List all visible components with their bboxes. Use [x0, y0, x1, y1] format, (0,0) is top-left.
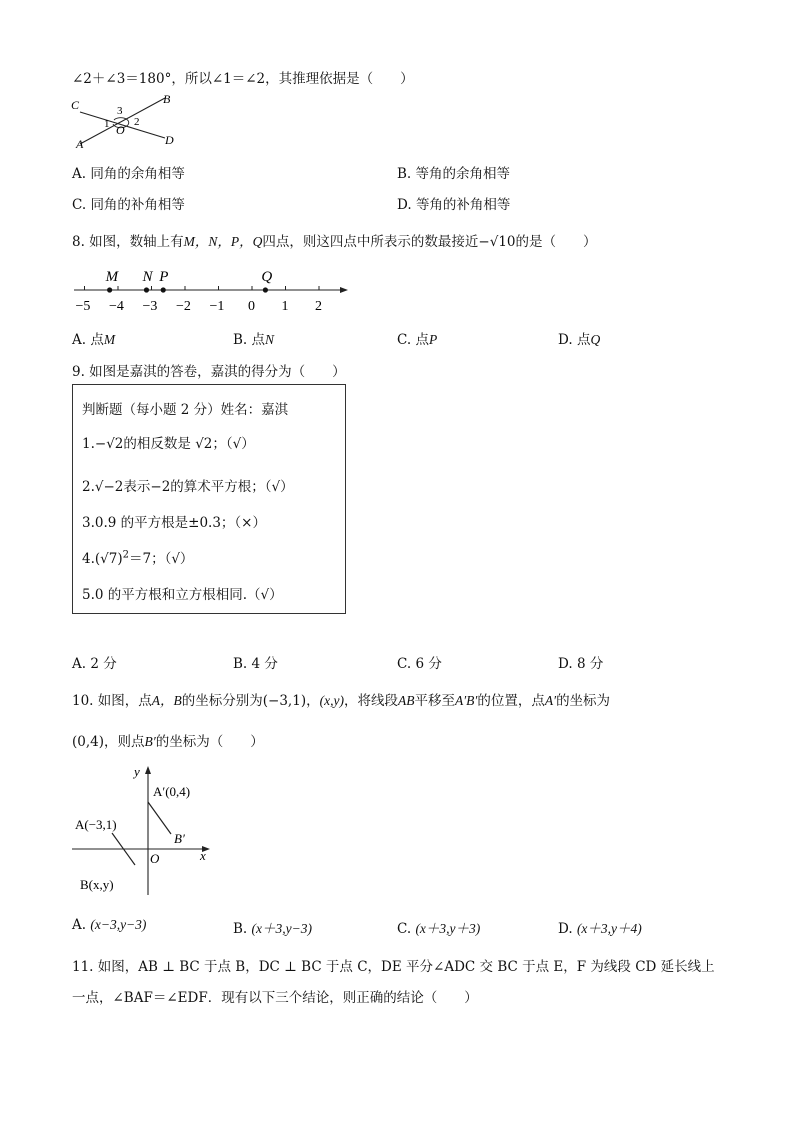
- q7-label-1: 1: [104, 118, 110, 130]
- q9-option-b[interactable]: B. 4 分: [233, 656, 278, 672]
- q9-sheet-line4: $4.(√7)^2=7$；（√）: [82, 549, 194, 567]
- q8-point-p: [161, 287, 166, 292]
- q7-stem: ∠2＋∠3＝180°，所以∠1＝∠2，其推理依据是（ ）: [72, 71, 414, 87]
- q8-tick-label: 2: [315, 299, 322, 314]
- q10-label-o: O: [150, 851, 160, 866]
- q11-stem-line2: 一点，∠BAF＝∠EDF．现有以下三个结论，则正确的结论（ ）: [72, 990, 478, 1006]
- q10-label-x: x: [200, 848, 206, 863]
- q8-point-label-q: Q: [261, 269, 273, 285]
- q8-tick-label: 1: [281, 299, 289, 314]
- q8-option-a[interactable]: A. 点M: [72, 332, 116, 348]
- q7-label-D: D: [165, 133, 174, 147]
- q8-tick-label: −3: [142, 299, 158, 314]
- q7-label-B: B: [163, 92, 171, 106]
- q7-option-c[interactable]: C. 同角的补角相等: [72, 197, 185, 213]
- q9-stem: 9. 如图是嘉淇的答卷，嘉淇的得分为（ ）: [72, 364, 346, 380]
- q8-option-b[interactable]: B. 点N: [233, 332, 275, 348]
- q8-point-n: [144, 287, 149, 292]
- q10-label-b: B(x,y): [80, 877, 114, 892]
- q11-stem-line1: 11. 如图，AB ⊥ BC 于点 B，DC ⊥ BC 于点 C，DE 平分∠ADC 交 BC 于点 E，F 为线段 CD 延长线上: [72, 959, 715, 975]
- q8-number-line: [70, 262, 355, 317]
- q9-sheet-line1: 1.−√2的相反数是 √2；（√）: [82, 436, 255, 452]
- q8-option-d[interactable]: D. 点Q: [558, 332, 601, 348]
- q10-stem-line2: (0,4)，则点B′的坐标为（ ）: [72, 734, 264, 750]
- q7-option-b[interactable]: B. 等角的余角相等: [397, 166, 511, 182]
- q7-label-O: O: [116, 123, 125, 137]
- q8-tick-label: 0: [248, 299, 255, 314]
- q7-label-2: 2: [134, 116, 140, 128]
- q8-tick-label: −2: [176, 299, 191, 314]
- q8-tick-label: −4: [109, 299, 124, 314]
- q10-label-b-prime: B′: [174, 831, 185, 846]
- q9-sheet-header: 判断题（每小题 2 分）姓名：嘉淇: [82, 402, 289, 418]
- q8-point-label-p: P: [159, 269, 169, 285]
- q10-option-c[interactable]: C. (x＋3,y＋3): [397, 921, 481, 937]
- q8-tick-label: −1: [209, 299, 225, 314]
- q10-label-a: A(−3,1): [75, 817, 117, 832]
- q8-tick-label: −5: [75, 299, 91, 314]
- q7-figure: [70, 90, 180, 150]
- q10-option-a[interactable]: A. (x−3,y−3): [72, 917, 147, 933]
- q9-option-d[interactable]: D. 8 分: [558, 656, 604, 672]
- q7-option-d[interactable]: D. 等角的补角相等: [397, 197, 511, 213]
- q10-coordinate-figure: [70, 762, 220, 897]
- q9-option-c[interactable]: C. 6 分: [397, 656, 442, 672]
- q9-sheet-line5: 5.0 的平方根和立方根相同.（√）: [82, 587, 283, 603]
- q8-option-c[interactable]: C. 点P: [397, 332, 438, 348]
- q10-stem-line1: 10. 如图，点A，B的坐标分别为(−3,1)，(x,y)，将线段AB平移至A′B′的位置，点A′的坐标为: [72, 693, 611, 709]
- q8-point-label-n: N: [142, 269, 153, 285]
- q8-point-label-m: M: [105, 269, 119, 285]
- q8-point-m: [107, 287, 112, 292]
- q10-option-b[interactable]: B. (x＋3,y−3): [233, 921, 312, 937]
- q9-option-a[interactable]: A. 2 分: [72, 656, 117, 672]
- q9-answer-sheet: [72, 384, 346, 614]
- q9-sheet-line2: 2.√−2表示−2的算术平方根；（√）: [82, 479, 294, 495]
- q7-label-3: 3: [117, 105, 123, 117]
- q10-option-d[interactable]: D. (x＋3,y＋4): [558, 921, 642, 937]
- q7-option-a[interactable]: A. 同角的余角相等: [72, 166, 185, 182]
- q10-label-y: y: [134, 764, 140, 779]
- q7-label-C: C: [71, 98, 80, 112]
- q8-stem: 8. 如图，数轴上有M，N，P，Q四点，则这四点中所表示的数最接近−√10的是（ ）: [72, 234, 597, 250]
- q9-sheet-line3: 3.0.9 的平方根是±0.3；（×）: [82, 515, 266, 531]
- q8-point-q: [263, 287, 268, 292]
- q7-label-A: A: [76, 137, 84, 151]
- q10-label-a-prime: A′(0,4): [153, 784, 191, 799]
